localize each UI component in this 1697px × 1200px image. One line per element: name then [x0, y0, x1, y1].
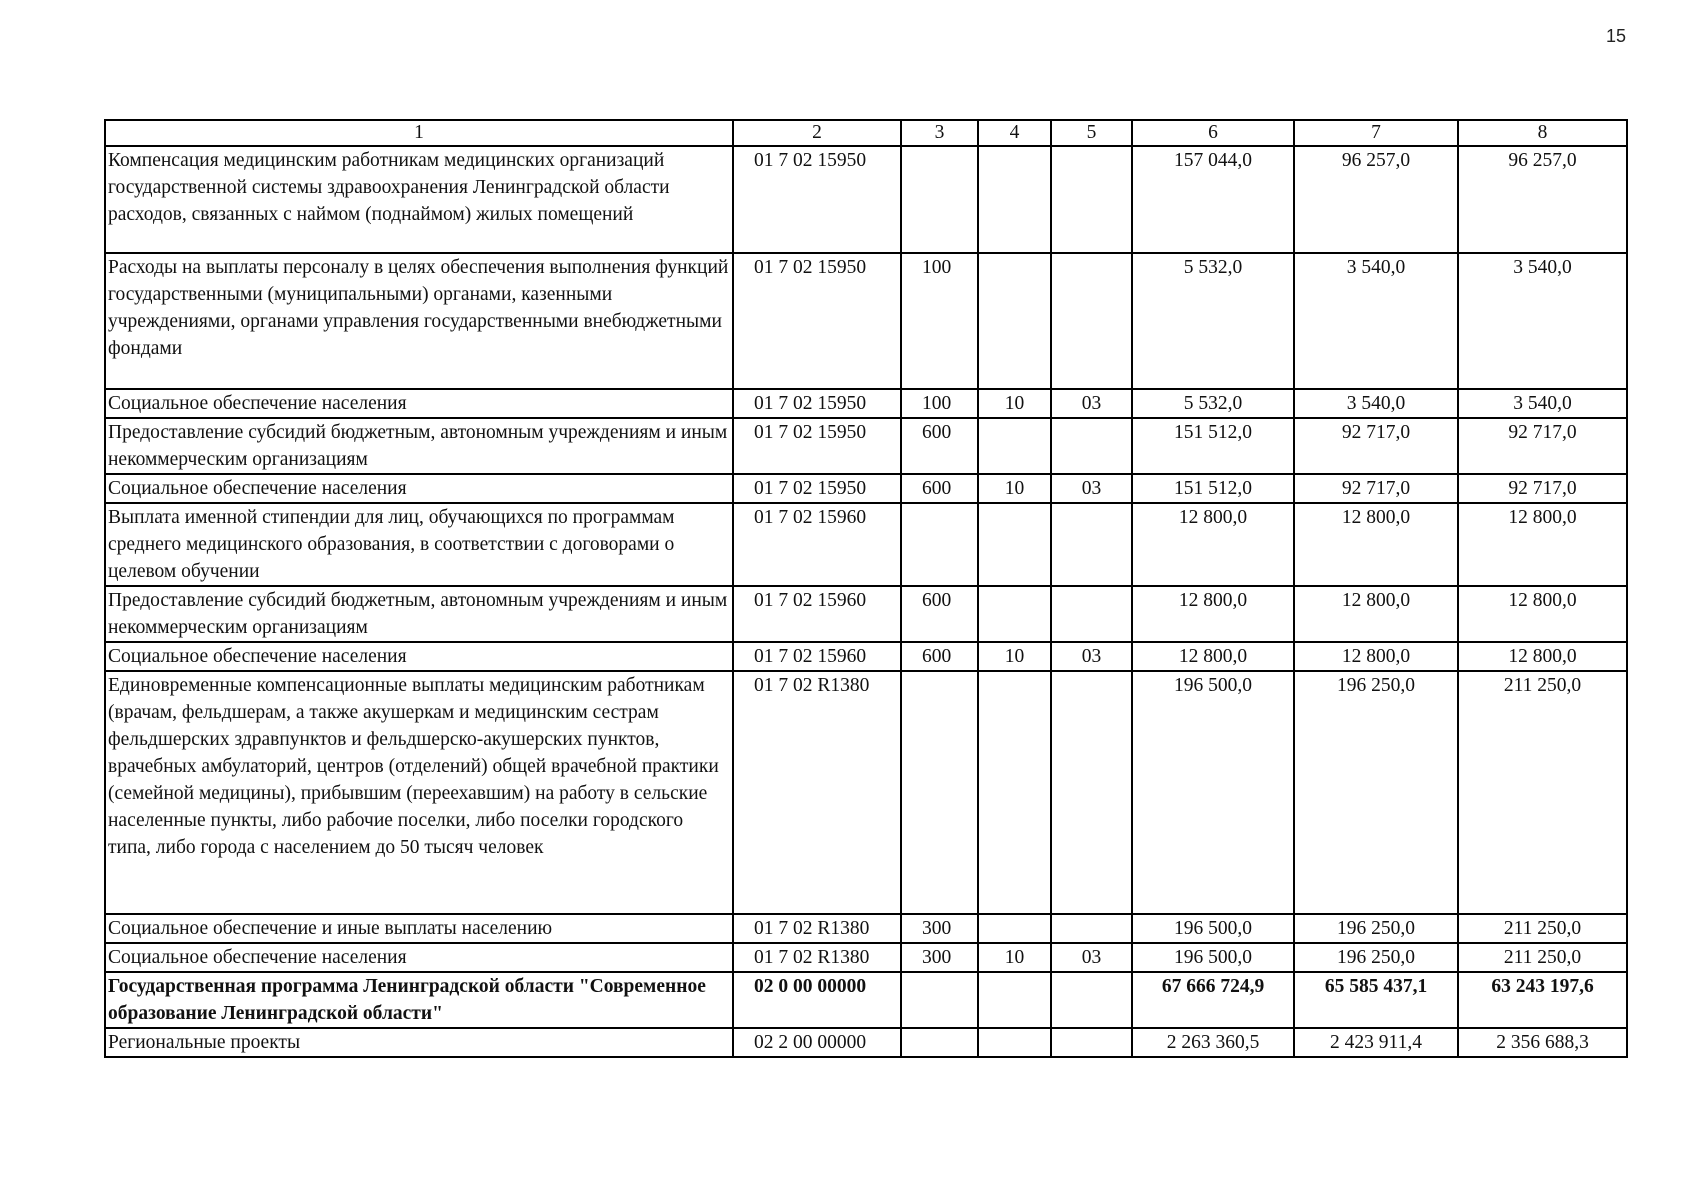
- row-amount-6: 2 263 360,5: [1132, 1028, 1294, 1057]
- row-amount-6: 12 800,0: [1132, 642, 1294, 671]
- row-expense-type: [901, 1028, 978, 1057]
- header-row: [105, 120, 1627, 146]
- row-amount-8: 92 717,0: [1458, 474, 1627, 503]
- row-amount-6: 196 500,0: [1132, 671, 1294, 914]
- table-row: [105, 1028, 1627, 1057]
- row-target-code: 01 7 02 15960: [733, 586, 901, 642]
- row-subsection: [1051, 418, 1132, 474]
- row-description: Региональные проекты: [105, 1028, 733, 1057]
- row-amount-8: 3 540,0: [1458, 253, 1627, 389]
- row-section: [978, 671, 1051, 914]
- table-row: [105, 389, 1627, 418]
- row-description: Государственная программа Ленинградской области "Современное образование Ленинградской области": [105, 972, 733, 1028]
- row-expense-type: [901, 146, 978, 253]
- row-amount-8: 92 717,0: [1458, 418, 1627, 474]
- row-expense-type: 600: [901, 642, 978, 671]
- row-section: 10: [978, 474, 1051, 503]
- row-expense-type: 600: [901, 586, 978, 642]
- row-description: Социальное обеспечение и иные выплаты населению: [105, 914, 733, 943]
- row-target-code: 01 7 02 R1380: [733, 914, 901, 943]
- row-section: 10: [978, 389, 1051, 418]
- row-description: Единовременные компенсационные выплаты медицинским работникам (врачам, фельдшерам, а также акушеркам и медицинским сестрам фельдшерских здравпунктов и фельдшерско-акушерских пунктов, врачебных амбулаторий, центров (отделений) общей врачебной практики (семейной медицины), прибывшим (переехавшим) на работу в сельские населенные пункты, либо рабочие поселки, либо поселки городского типа, либо города с населением до 50 тысяч человек: [105, 671, 733, 914]
- row-amount-6: 151 512,0: [1132, 418, 1294, 474]
- row-description: Предоставление субсидий бюджетным, автономным учреждениям и иным некоммерческим организациям: [105, 418, 733, 474]
- table-row: [105, 253, 1627, 389]
- col-header-7: 7: [1294, 120, 1458, 146]
- row-amount-6: 67 666 724,9: [1132, 972, 1294, 1028]
- row-target-code: 01 7 02 15950: [733, 418, 901, 474]
- row-amount-6: 157 044,0: [1132, 146, 1294, 253]
- row-description: Социальное обеспечение населения: [105, 474, 733, 503]
- row-amount-8: 12 800,0: [1458, 586, 1627, 642]
- row-description: Социальное обеспечение населения: [105, 642, 733, 671]
- row-subsection: [1051, 146, 1132, 253]
- row-target-code: 01 7 02 R1380: [733, 943, 901, 972]
- row-expense-type: 100: [901, 389, 978, 418]
- row-amount-6: 12 800,0: [1132, 586, 1294, 642]
- row-subsection: 03: [1051, 389, 1132, 418]
- row-section: [978, 503, 1051, 586]
- table-row: [105, 418, 1627, 474]
- row-amount-6: 12 800,0: [1132, 503, 1294, 586]
- row-target-code: 01 7 02 15950: [733, 389, 901, 418]
- row-description: Выплата именной стипендии для лиц, обучающихся по программам среднего медицинского образования, в соответствии с договорами о целевом обучении: [105, 503, 733, 586]
- table-row: [105, 642, 1627, 671]
- row-amount-7: 196 250,0: [1294, 671, 1458, 914]
- row-amount-7: 12 800,0: [1294, 642, 1458, 671]
- row-expense-type: 600: [901, 418, 978, 474]
- row-expense-type: 300: [901, 943, 978, 972]
- row-subsection: 03: [1051, 642, 1132, 671]
- table-row: [105, 474, 1627, 503]
- row-expense-type: 100: [901, 253, 978, 389]
- row-target-code: 01 7 02 15960: [733, 503, 901, 586]
- row-target-code: 01 7 02 15950: [733, 474, 901, 503]
- row-description: Расходы на выплаты персоналу в целях обеспечения выполнения функций государственными (муниципальными) органами, казенными учреждениями, органами управления государственными внебюджетными фондами: [105, 253, 733, 389]
- row-amount-6: 196 500,0: [1132, 943, 1294, 972]
- page-number: 15: [1606, 26, 1627, 46]
- row-amount-8: 2 356 688,3: [1458, 1028, 1627, 1057]
- row-section: [978, 914, 1051, 943]
- row-amount-7: 92 717,0: [1294, 474, 1458, 503]
- row-section: 10: [978, 642, 1051, 671]
- row-amount-6: 5 532,0: [1132, 253, 1294, 389]
- row-amount-6: 151 512,0: [1132, 474, 1294, 503]
- row-section: [978, 146, 1051, 253]
- row-subsection: [1051, 914, 1132, 943]
- col-header-2: 2: [733, 120, 901, 146]
- row-section: [978, 586, 1051, 642]
- table-row: [105, 943, 1627, 972]
- row-amount-8: 63 243 197,6: [1458, 972, 1627, 1028]
- col-header-4: 4: [978, 120, 1051, 146]
- row-amount-7: 2 423 911,4: [1294, 1028, 1458, 1057]
- col-header-8: 8: [1458, 120, 1627, 146]
- row-subsection: [1051, 503, 1132, 586]
- row-subsection: 03: [1051, 474, 1132, 503]
- table-row: [105, 146, 1627, 253]
- row-subsection: [1051, 1028, 1132, 1057]
- budget-table: [104, 119, 1628, 1058]
- row-amount-8: 12 800,0: [1458, 642, 1627, 671]
- row-amount-7: 3 540,0: [1294, 253, 1458, 389]
- row-amount-7: 65 585 437,1: [1294, 972, 1458, 1028]
- row-amount-8: 211 250,0: [1458, 943, 1627, 972]
- row-amount-6: 5 532,0: [1132, 389, 1294, 418]
- row-amount-7: 12 800,0: [1294, 503, 1458, 586]
- row-amount-8: 211 250,0: [1458, 671, 1627, 914]
- row-amount-8: 3 540,0: [1458, 389, 1627, 418]
- row-subsection: [1051, 972, 1132, 1028]
- row-amount-7: 92 717,0: [1294, 418, 1458, 474]
- row-amount-7: 3 540,0: [1294, 389, 1458, 418]
- row-amount-7: 196 250,0: [1294, 943, 1458, 972]
- table-row: [105, 503, 1627, 586]
- row-amount-8: 12 800,0: [1458, 503, 1627, 586]
- row-amount-6: 196 500,0: [1132, 914, 1294, 943]
- row-section: [978, 972, 1051, 1028]
- row-expense-type: 600: [901, 474, 978, 503]
- row-section: 10: [978, 943, 1051, 972]
- row-amount-8: 96 257,0: [1458, 146, 1627, 253]
- table-row: [105, 972, 1627, 1028]
- row-description: Предоставление субсидий бюджетным, автономным учреждениям и иным некоммерческим организациям: [105, 586, 733, 642]
- row-amount-7: 96 257,0: [1294, 146, 1458, 253]
- row-target-code: 01 7 02 R1380: [733, 671, 901, 914]
- row-section: [978, 1028, 1051, 1057]
- row-expense-type: 300: [901, 914, 978, 943]
- table-row: [105, 586, 1627, 642]
- table-row: [105, 914, 1627, 943]
- row-description: Социальное обеспечение населения: [105, 943, 733, 972]
- row-subsection: [1051, 586, 1132, 642]
- row-target-code: 01 7 02 15960: [733, 642, 901, 671]
- row-amount-7: 196 250,0: [1294, 914, 1458, 943]
- row-subsection: 03: [1051, 943, 1132, 972]
- row-description: Социальное обеспечение населения: [105, 389, 733, 418]
- row-target-code: 02 2 00 00000: [733, 1028, 901, 1057]
- row-description: Компенсация медицинским работникам медицинских организаций государственной системы здравоохранения Ленинградской области расходов, связанных с наймом (поднаймом) жилых помещений: [105, 146, 733, 253]
- table-row: [105, 671, 1627, 914]
- row-expense-type: [901, 972, 978, 1028]
- row-amount-7: 12 800,0: [1294, 586, 1458, 642]
- row-expense-type: [901, 671, 978, 914]
- row-section: [978, 418, 1051, 474]
- row-target-code: 01 7 02 15950: [733, 146, 901, 253]
- col-header-5: 5: [1051, 120, 1132, 146]
- row-amount-8: 211 250,0: [1458, 914, 1627, 943]
- row-subsection: [1051, 253, 1132, 389]
- col-header-6: 6: [1132, 120, 1294, 146]
- row-target-code: 01 7 02 15950: [733, 253, 901, 389]
- row-subsection: [1051, 671, 1132, 914]
- row-section: [978, 253, 1051, 389]
- col-header-1: 1: [105, 120, 733, 146]
- col-header-3: 3: [901, 120, 978, 146]
- row-target-code: 02 0 00 00000: [733, 972, 901, 1028]
- row-expense-type: [901, 503, 978, 586]
